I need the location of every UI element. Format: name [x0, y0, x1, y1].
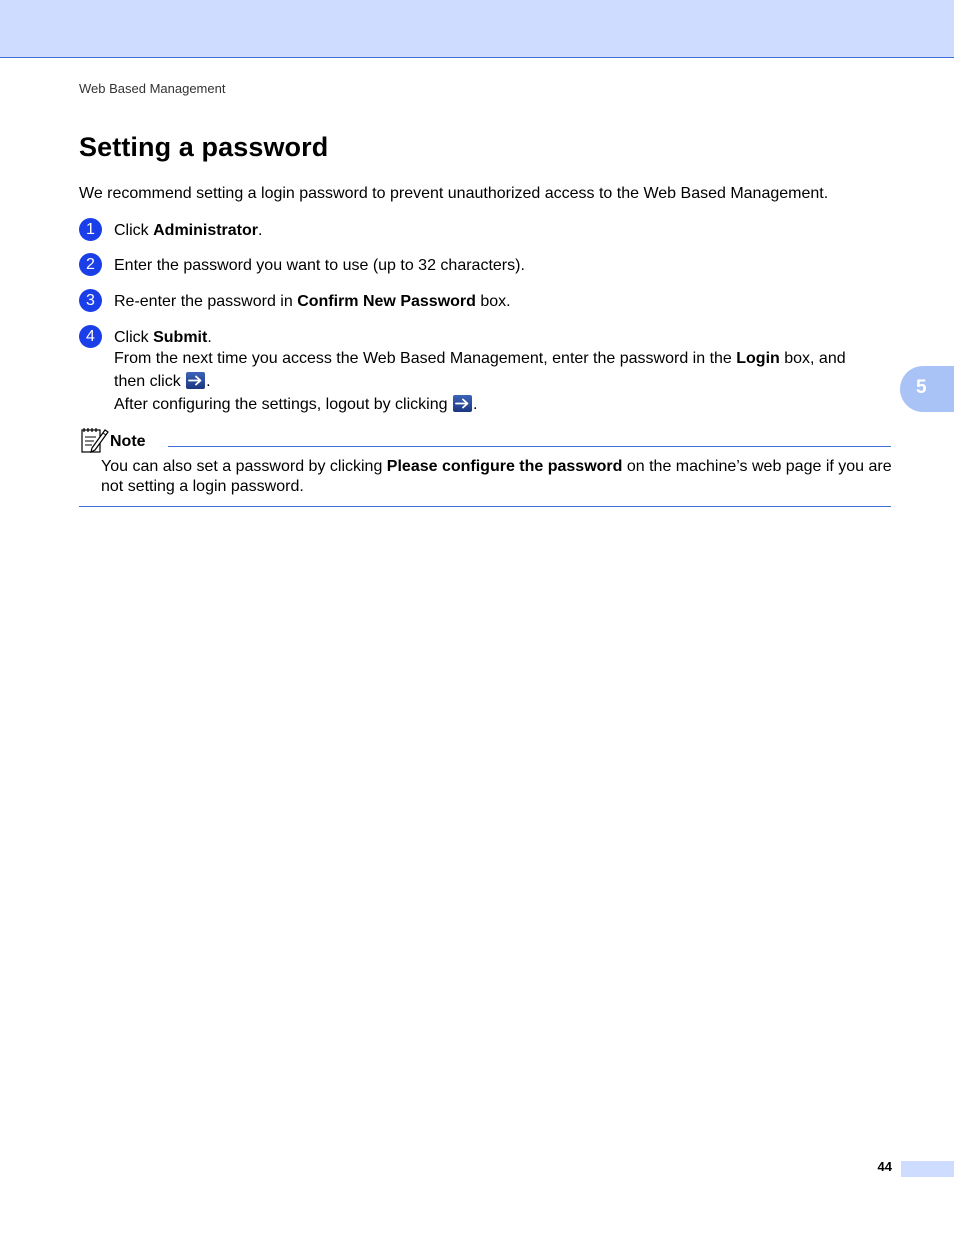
page-number: 44 [877, 1159, 892, 1174]
note-rule-top [168, 446, 891, 447]
header-band [0, 0, 954, 58]
step-3-badge: 3 [79, 289, 102, 312]
step-2-text: Enter the password you want to use (up to 32 characters). [114, 257, 525, 274]
step-3-text: Re-enter the password in Confirm New Password box. [114, 293, 511, 310]
chapter-tab [900, 366, 954, 412]
note-label: Note [110, 433, 146, 450]
step-1-badge: 1 [79, 218, 102, 241]
intro-paragraph: We recommend setting a login password to prevent unauthorized access to the Web Based Management. [79, 185, 829, 202]
step-4-line-4: After configuring the settings, logout by clicking . [114, 396, 478, 413]
running-head: Web Based Management [79, 81, 226, 96]
arrow-right-icon [186, 372, 205, 389]
step-4-text: Click Submit. [114, 329, 212, 346]
note-pencil-icon [80, 426, 110, 454]
note-text: You can also set a password by clicking Please configure the password on the machine’s web page if you are not setting a login password. [101, 458, 892, 495]
step-4-line-2: From the next time you access the Web Based Management, enter the password in the Login box, and [114, 350, 846, 367]
step-2-badge: 2 [79, 253, 102, 276]
footer-tab [901, 1161, 954, 1177]
note-rule-bottom [79, 506, 891, 507]
step-4-line-3: then click . [114, 373, 211, 390]
step-4-badge: 4 [79, 325, 102, 348]
arrow-right-icon [453, 395, 472, 412]
step-1-text: Click Administrator. [114, 222, 263, 239]
page-title: Setting a password [79, 132, 329, 162]
chapter-number: 5 [916, 377, 927, 398]
